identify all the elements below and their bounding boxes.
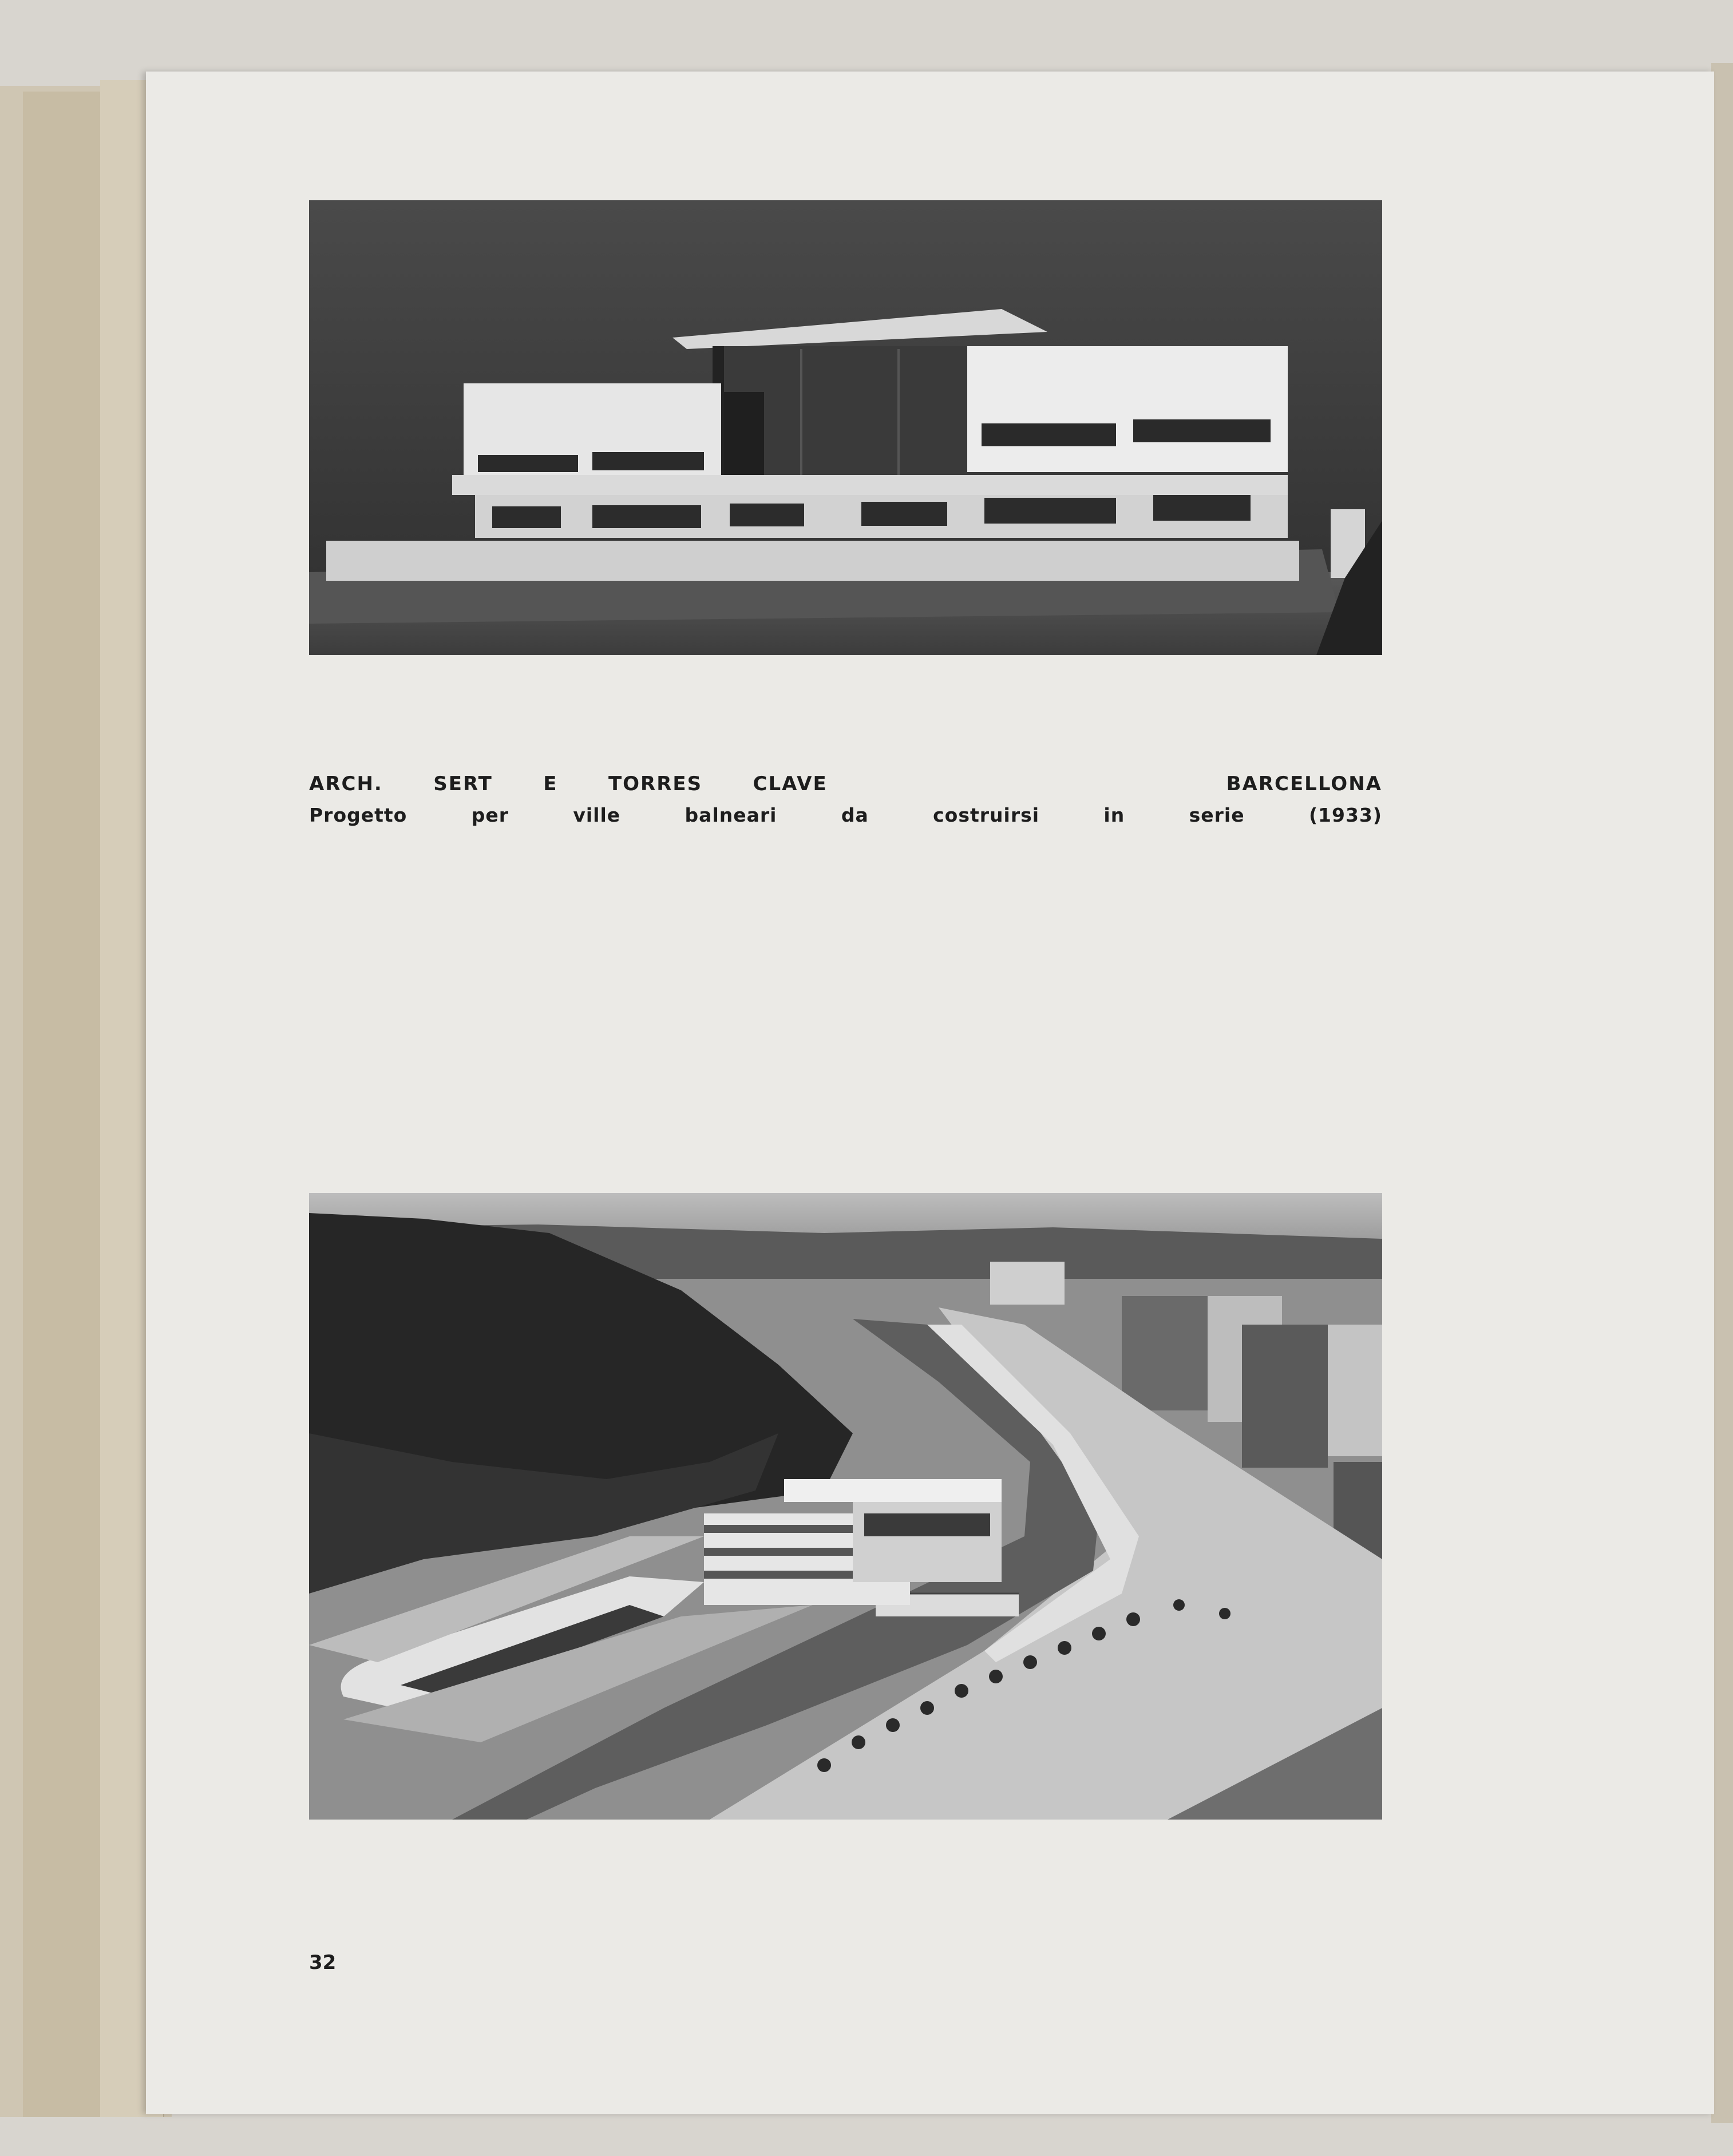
caption-word: E — [543, 772, 558, 795]
caption-word: ARCH. — [309, 772, 383, 795]
caption-year: (1933) — [1308, 804, 1382, 826]
caption-top-line1 — [309, 772, 1382, 795]
caption-word: serie — [1189, 804, 1245, 826]
caption-word: TORRES — [608, 772, 703, 795]
caption-top-line2 — [309, 804, 1382, 826]
caption-word: Progetto — [309, 804, 407, 826]
caption-word: costruirsi — [933, 804, 1040, 826]
caption-word: in — [1103, 804, 1125, 826]
caption-word: CLAVE — [753, 772, 828, 795]
photo-beach-villa-model — [309, 200, 1382, 655]
right-page-edge — [1711, 63, 1733, 2123]
caption-word: balneari — [685, 804, 777, 826]
caption-word: da — [841, 804, 869, 826]
page-number: 32 — [309, 1951, 337, 1974]
photo-la-isla-baths — [309, 1193, 1382, 1820]
caption-word: SERT — [433, 772, 493, 795]
caption-city: BARCELLONA — [1226, 772, 1382, 795]
caption-word: per — [471, 804, 509, 826]
caption-word: ville — [573, 804, 621, 826]
